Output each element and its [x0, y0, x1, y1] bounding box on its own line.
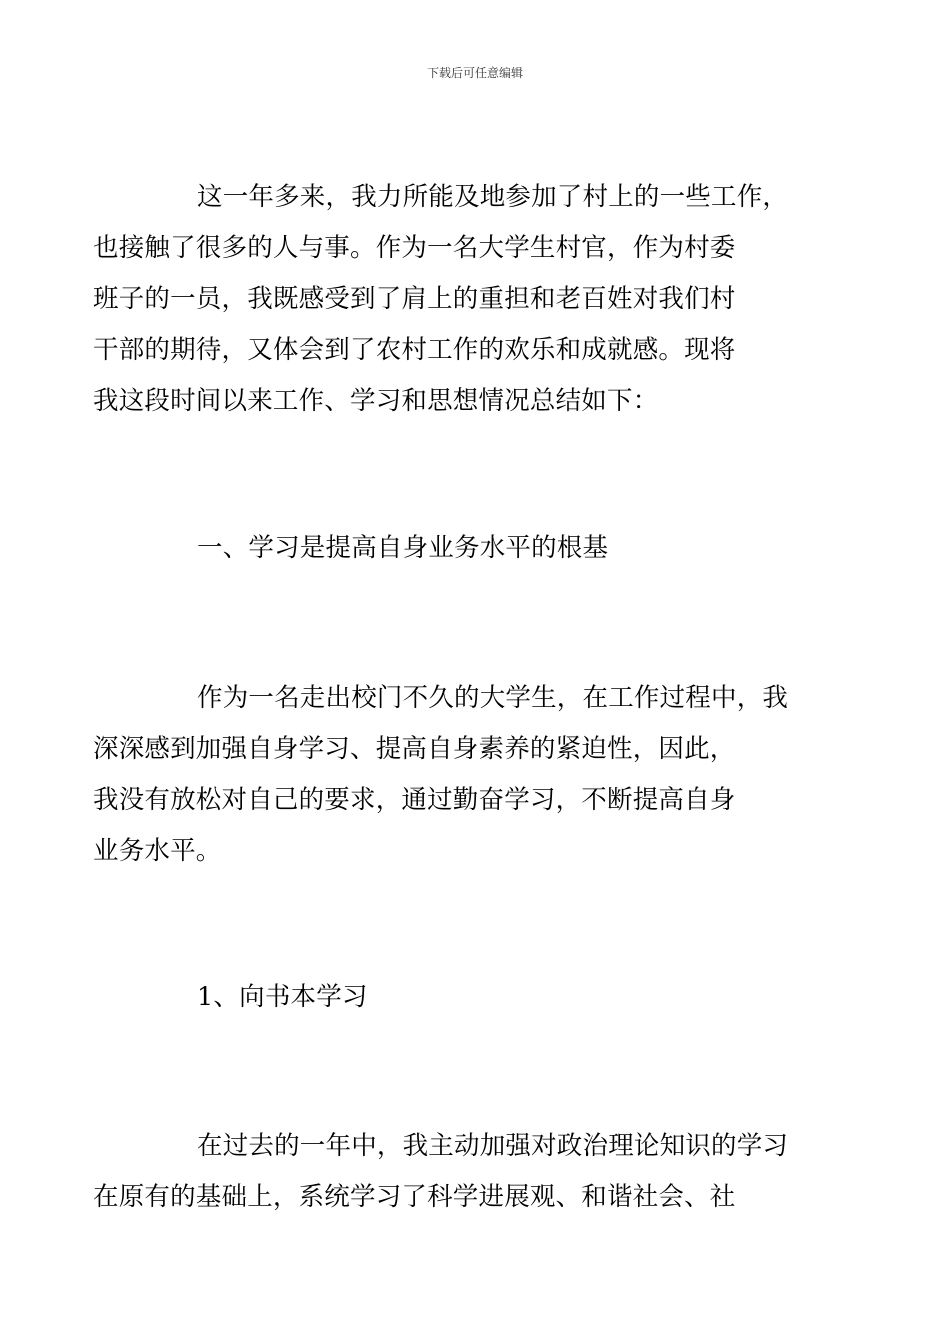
paragraph-line: 业务水平。	[93, 836, 222, 866]
header-note: 下载后可任意编辑	[426, 66, 523, 80]
subsection-heading-text: 1、向书本学习	[197, 982, 368, 1012]
paragraph-intro	[93, 172, 810, 427]
paragraph-study	[93, 673, 810, 877]
paragraph-line: 这一年多来，我力所能及地参加了村上的一些工作，	[197, 182, 789, 212]
paragraph-line: 在原有的基础上，系统学习了科学进展观、和谐社会、社	[93, 1182, 736, 1212]
subsection-heading-1	[145, 972, 810, 1023]
paragraph-line: 我没有放松对自己的要求，通过勤奋学习，不断提高自身	[93, 785, 736, 815]
section-heading-1	[145, 523, 810, 574]
paragraph-line: 作为一名走出校门不久的大学生，在工作过程中，我	[197, 683, 789, 713]
paragraph-line: 我这段时间以来工作、学习和思想情况总结如下：	[93, 386, 659, 416]
paragraph-line: 班子的一员，我既感受到了肩上的重担和老百姓对我们村	[93, 284, 736, 314]
paragraph-books	[93, 1121, 810, 1223]
paragraph-line: 在过去的一年中，我主动加强对政治理论知识的学习	[197, 1131, 789, 1161]
paragraph-line: 深深感到加强自身学习、提高自身素养的紧迫性，因此，	[93, 734, 736, 764]
paragraph-line: 也接触了很多的人与事。作为一名大学生村官，作为村委	[93, 233, 736, 263]
section-heading-text: 一、学习是提高自身业务水平的根基	[197, 533, 609, 563]
paragraph-line: 干部的期待，又体会到了农村工作的欢乐和成就感。现将	[93, 335, 736, 365]
